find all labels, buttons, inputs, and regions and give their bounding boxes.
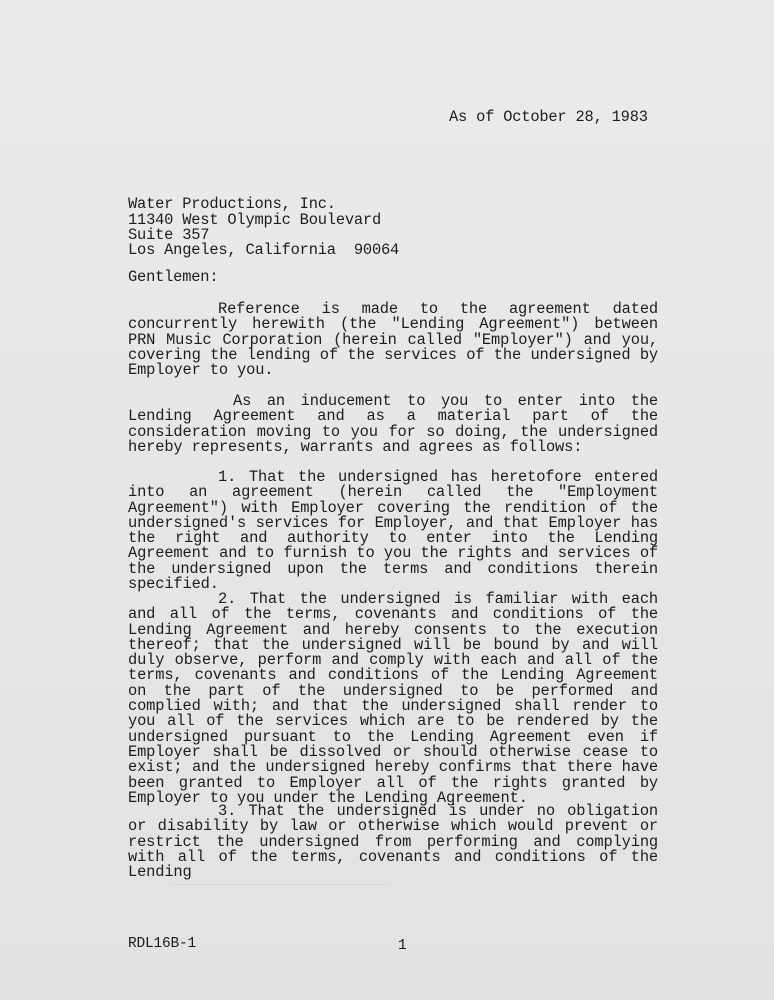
paragraph-reference: Reference is made to the agreement dated concurrently herewith (the "Lending Agreement") between PRN Music Corporation (herein called "Employer") and you, covering the lending of the services of the undersigned by Employer to you.	[128, 300, 658, 380]
paragraph-clause-2: 2. That the undersigned is familiar with each and all of the terms, covenants and conditions of the Lending Agreement and hereby consents to the execution thereof; that the undersigned will be bound by and will duly observe, perform and comply with each and all of the terms, covenants and conditions of the Lending Agreement on the part of the undersigned to be performed and complied with; and that the undersigned shall render to you all of the services which are to be rendered by the undersigned pursuant to the Lending Agreement even if Employer shall be dissolved or should otherwise cease to exist; and the undersigned hereby confirms that there have been granted to Employer all of the rights granted by Employer to you under the Lending Agreement.	[128, 590, 658, 807]
address-line-street: 11340 West Olympic Boulevard	[128, 211, 382, 229]
paragraph-inducement: As an inducement to you to enter into the Lending Agreement and as a material part of the consideration moving to you for so doing, the undersigned hereby represents, warrants and agrees as follows:	[128, 392, 658, 456]
address-line-city: Los Angeles, California 90064	[128, 241, 400, 259]
salutation: Gentlemen:	[128, 268, 219, 286]
letter-date: As of October 28, 1983	[449, 108, 648, 126]
document-code: RDL16B-1	[128, 936, 197, 952]
address-line-company: Water Productions, Inc.	[128, 195, 336, 213]
paragraph-clause-3: 3. That the undersigned is under no obligation or disability by law or otherwise which would prevent or restrict the undersigned from performing and complying with all of the terms, covenants and conditions of the Lending	[128, 802, 658, 882]
address-line-suite: Suite 357	[128, 226, 210, 244]
divider	[170, 884, 390, 885]
paragraph-clause-1: 1. That the undersigned has heretofore entered into an agreement (herein called the "Employment Agreement") with Employer covering the rendition of the undersigned's services for Employer, and that Employer has the right and authority to enter into the Lending Agreement and to furnish to you the rights and services of the undersigned upon the terms and conditions therein specified.	[128, 468, 658, 594]
page-number: 1	[398, 938, 407, 954]
